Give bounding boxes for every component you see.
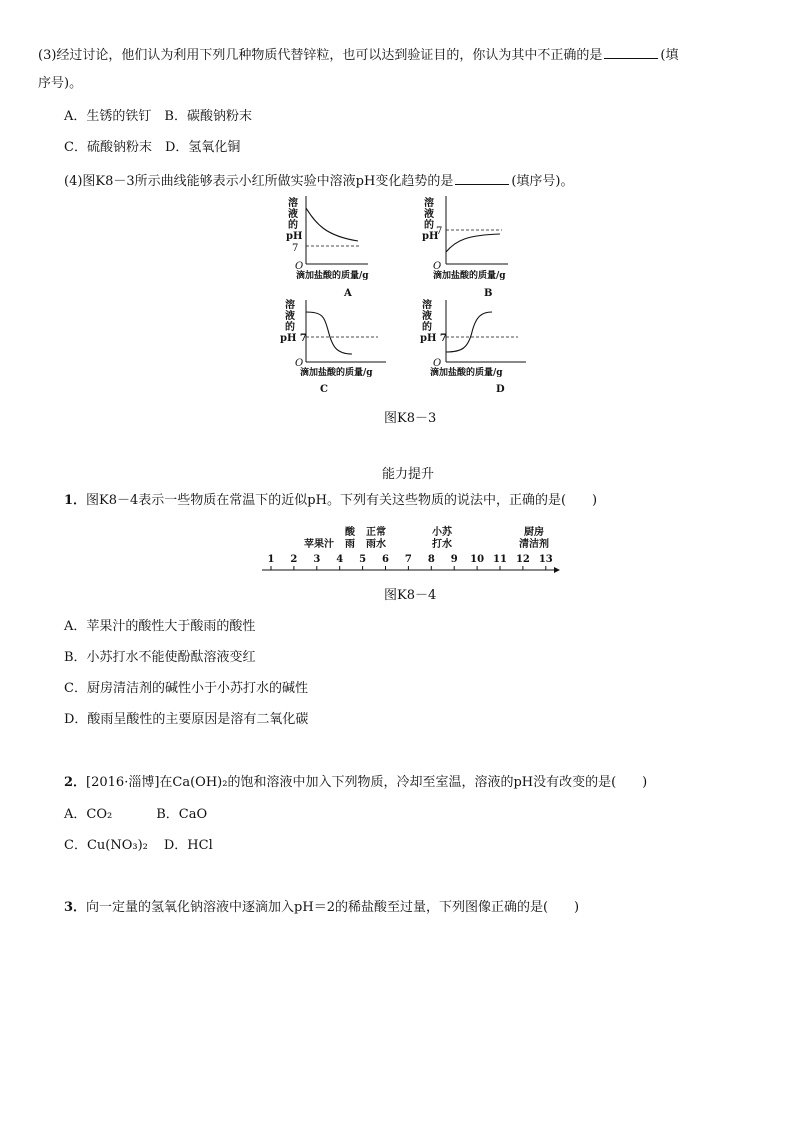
tick-label: 12	[515, 554, 530, 565]
x-label: 滴加盐酸的质量/g	[430, 368, 503, 378]
p2-option-c: C．Cu(NO₃)₂	[64, 838, 148, 853]
q3-stem-cont: 序号)。	[38, 76, 83, 91]
p1-text: 图K8－4表示一些物质在常温下的近似pH。下列有关这些物质的说法中，正确的是( )	[86, 493, 598, 508]
tick-label: 13	[538, 554, 553, 565]
y-label-1: 溶	[288, 198, 298, 209]
y-label-3: 的	[424, 220, 434, 231]
q4-stem-text: (4)图K8－3所示曲线能够表示小红所做实验中溶液pH变化趋势的是	[64, 174, 454, 189]
label-acid-rain-line2: 雨	[345, 539, 355, 550]
q3-stem-tail: (填	[660, 48, 679, 63]
figure-k8-4	[258, 520, 564, 576]
p2-options-ab	[64, 806, 207, 824]
origin-label: O	[295, 261, 304, 272]
tick-labels	[268, 554, 553, 565]
panel-a	[286, 196, 369, 299]
figure-k8-3-caption: 图K8－3	[384, 411, 437, 426]
label-cleaner-line2: 清洁剂	[519, 539, 549, 550]
y-label-1: 溶	[422, 300, 432, 311]
x-label: 滴加盐酸的质量/g	[300, 368, 373, 378]
figure-k8-3	[280, 192, 550, 404]
ph7-label: pH 7	[280, 333, 307, 344]
y-label-1: 溶	[285, 300, 295, 311]
q3-options-ab: A．生锈的铁钉 B．碳酸钠粉末	[64, 109, 252, 124]
ph-curve	[306, 208, 358, 241]
seven-label: 7	[292, 243, 299, 254]
p1-option-c: C．厨房清洁剂的碱性小于小苏打水的碱性	[64, 681, 308, 696]
p2-stem	[64, 774, 647, 792]
y-label-3: 的	[422, 322, 432, 333]
panel-label: C	[320, 384, 328, 395]
q4-stem	[64, 171, 573, 191]
tick-label: 8	[427, 554, 435, 565]
tick-label: 10	[470, 554, 485, 565]
panel-c	[280, 298, 386, 395]
p3-stem	[64, 899, 579, 917]
ph-curve	[446, 312, 492, 352]
origin-label: O	[433, 261, 442, 272]
tick-label: 1	[267, 554, 275, 565]
p1-stem	[64, 492, 597, 510]
y-label-3: 的	[288, 220, 298, 231]
tick-marks	[271, 566, 546, 570]
q3-stem	[38, 45, 679, 65]
y-label-2: 液	[288, 209, 298, 220]
origin-label: O	[433, 358, 442, 369]
tick-label: 4	[336, 554, 344, 565]
panel-label: B	[484, 288, 493, 299]
figure-k8-4-caption: 图K8－4	[384, 588, 437, 603]
p1-option-d: D．酸雨呈酸性的主要原因是溶有二氧化碳	[64, 712, 309, 727]
y-label-4: pH	[286, 231, 303, 242]
p2-options-cd	[64, 837, 213, 855]
tick-label: 11	[493, 554, 507, 565]
label-acid-rain-line1: 酸	[345, 527, 355, 538]
y-label-2: 液	[285, 311, 295, 322]
q4-answer-blank[interactable]	[455, 171, 509, 185]
p3-text: 向一定量的氢氧化钠溶液中逐滴加入pH＝2的稀盐酸至过量，下列图像正确的是( )	[86, 900, 580, 915]
tick-label: 6	[382, 554, 389, 565]
label-baking-soda-line1: 小苏	[432, 527, 452, 538]
p2-option-d: D．HCl	[163, 838, 213, 853]
y-label-1: 溶	[424, 198, 434, 209]
section-title: 能力提升	[382, 467, 435, 482]
label-cleaner-line1: 厨房	[524, 527, 544, 538]
ph7-label: pH 7	[420, 333, 447, 344]
seven-label: 7	[436, 226, 443, 237]
tick-label: 9	[450, 554, 458, 565]
tick-label: 7	[404, 554, 412, 565]
label-apple-juice: 苹果汁	[304, 539, 334, 550]
y-label-4: pH	[422, 231, 439, 242]
ph-curve	[306, 312, 352, 354]
q3-options-cd: C．硫酸钠粉末 D．氢氧化铜	[64, 140, 241, 155]
y-label-3: 的	[285, 322, 295, 333]
ph-curve	[446, 234, 500, 252]
p2-option-a: A．CO₂	[64, 807, 113, 822]
y-label-2: 液	[422, 311, 432, 322]
p2-text: [2016·淄博]在Ca(OH)₂的饱和溶液中加入下列物质，冷却至室温，溶液的pH没有改变的是( )	[86, 775, 648, 790]
q3-answer-blank[interactable]	[604, 45, 658, 59]
p2-number: 2．	[64, 775, 87, 790]
p3-number: 3．	[64, 900, 87, 915]
q3-stem-text: (3)经过讨论，他们认为利用下列几种物质代替锌粒，也可以达到验证目的，你认为其中不正确的是	[38, 48, 603, 63]
label-baking-soda-line2: 打水	[432, 539, 452, 550]
p1-option-b: B．小苏打水不能使酚酞溶液变红	[64, 650, 256, 665]
label-normal-rain-line1: 正常	[366, 527, 386, 538]
q4-stem-tail: (填序号)。	[511, 174, 574, 189]
panel-b	[422, 196, 508, 299]
label-normal-rain-line2: 雨水	[366, 539, 386, 550]
tick-label: 2	[290, 554, 298, 565]
panel-d	[420, 298, 526, 395]
origin-label: O	[295, 358, 304, 369]
y-label-2: 液	[424, 209, 434, 220]
p1-option-a: A．苹果汁的酸性大于酸雨的酸性	[64, 619, 256, 634]
axis-arrow-icon	[554, 567, 560, 573]
panel-label: A	[344, 288, 352, 299]
x-label: 滴加盐酸的质量/g	[296, 271, 369, 281]
x-label: 滴加盐酸的质量/g	[433, 271, 506, 281]
tick-label: 5	[359, 554, 367, 565]
tick-label: 3	[313, 554, 321, 565]
panel-label: D	[496, 384, 505, 395]
p2-option-b: B．CaO	[156, 807, 208, 822]
p1-number: 1．	[64, 493, 87, 508]
